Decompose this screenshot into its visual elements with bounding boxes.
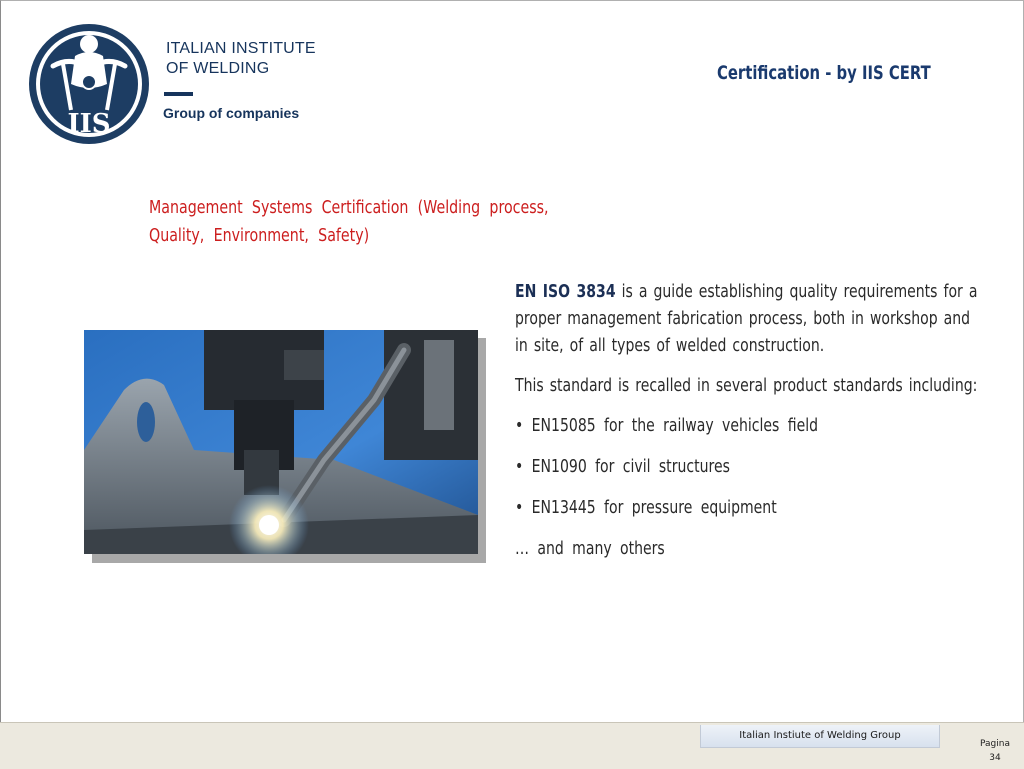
logo-text: IIS (67, 109, 111, 139)
section-heading: Management Systems Certification (Welding process, Quality, Environment, Safety) (149, 197, 549, 246)
footer-bar (0, 722, 1024, 769)
closing-line: … and many others (515, 538, 665, 559)
bullet-en1090: • EN1090 for civil structures (515, 456, 730, 477)
organization-name (166, 39, 316, 79)
org-name-line2: OF WELDING (166, 60, 270, 77)
footer-group-tab: Italian Instiute of Welding Group (700, 725, 940, 748)
bullet-en15085: • EN15085 for the railway vehicles field (515, 415, 819, 436)
page-number: 34 (989, 753, 1001, 763)
iis-logo (27, 22, 151, 146)
page-indicator (970, 737, 1020, 765)
slide-title: Certification - by IIS CERT (717, 62, 931, 84)
org-subtitle: Group of companies (163, 105, 300, 121)
body-text (515, 278, 983, 576)
iso-intro-text: is a guide establishing quality requirements for a proper management fabrication process, both in workshop and in site, of all types of welded construction. (515, 281, 978, 356)
org-divider (164, 92, 193, 96)
iso-standard-name: EN ISO 3834 (515, 281, 616, 302)
recall-line: This standard is recalled in several product standards including: (515, 375, 978, 396)
bullet-en13445: • EN13445 for pressure equipment (515, 497, 777, 518)
welding-robot-photo (84, 330, 478, 554)
page-word: Pagina (980, 739, 1010, 749)
iso-intro-paragraph (515, 278, 983, 359)
org-name-line1: ITALIAN INSTITUTE (166, 40, 316, 57)
